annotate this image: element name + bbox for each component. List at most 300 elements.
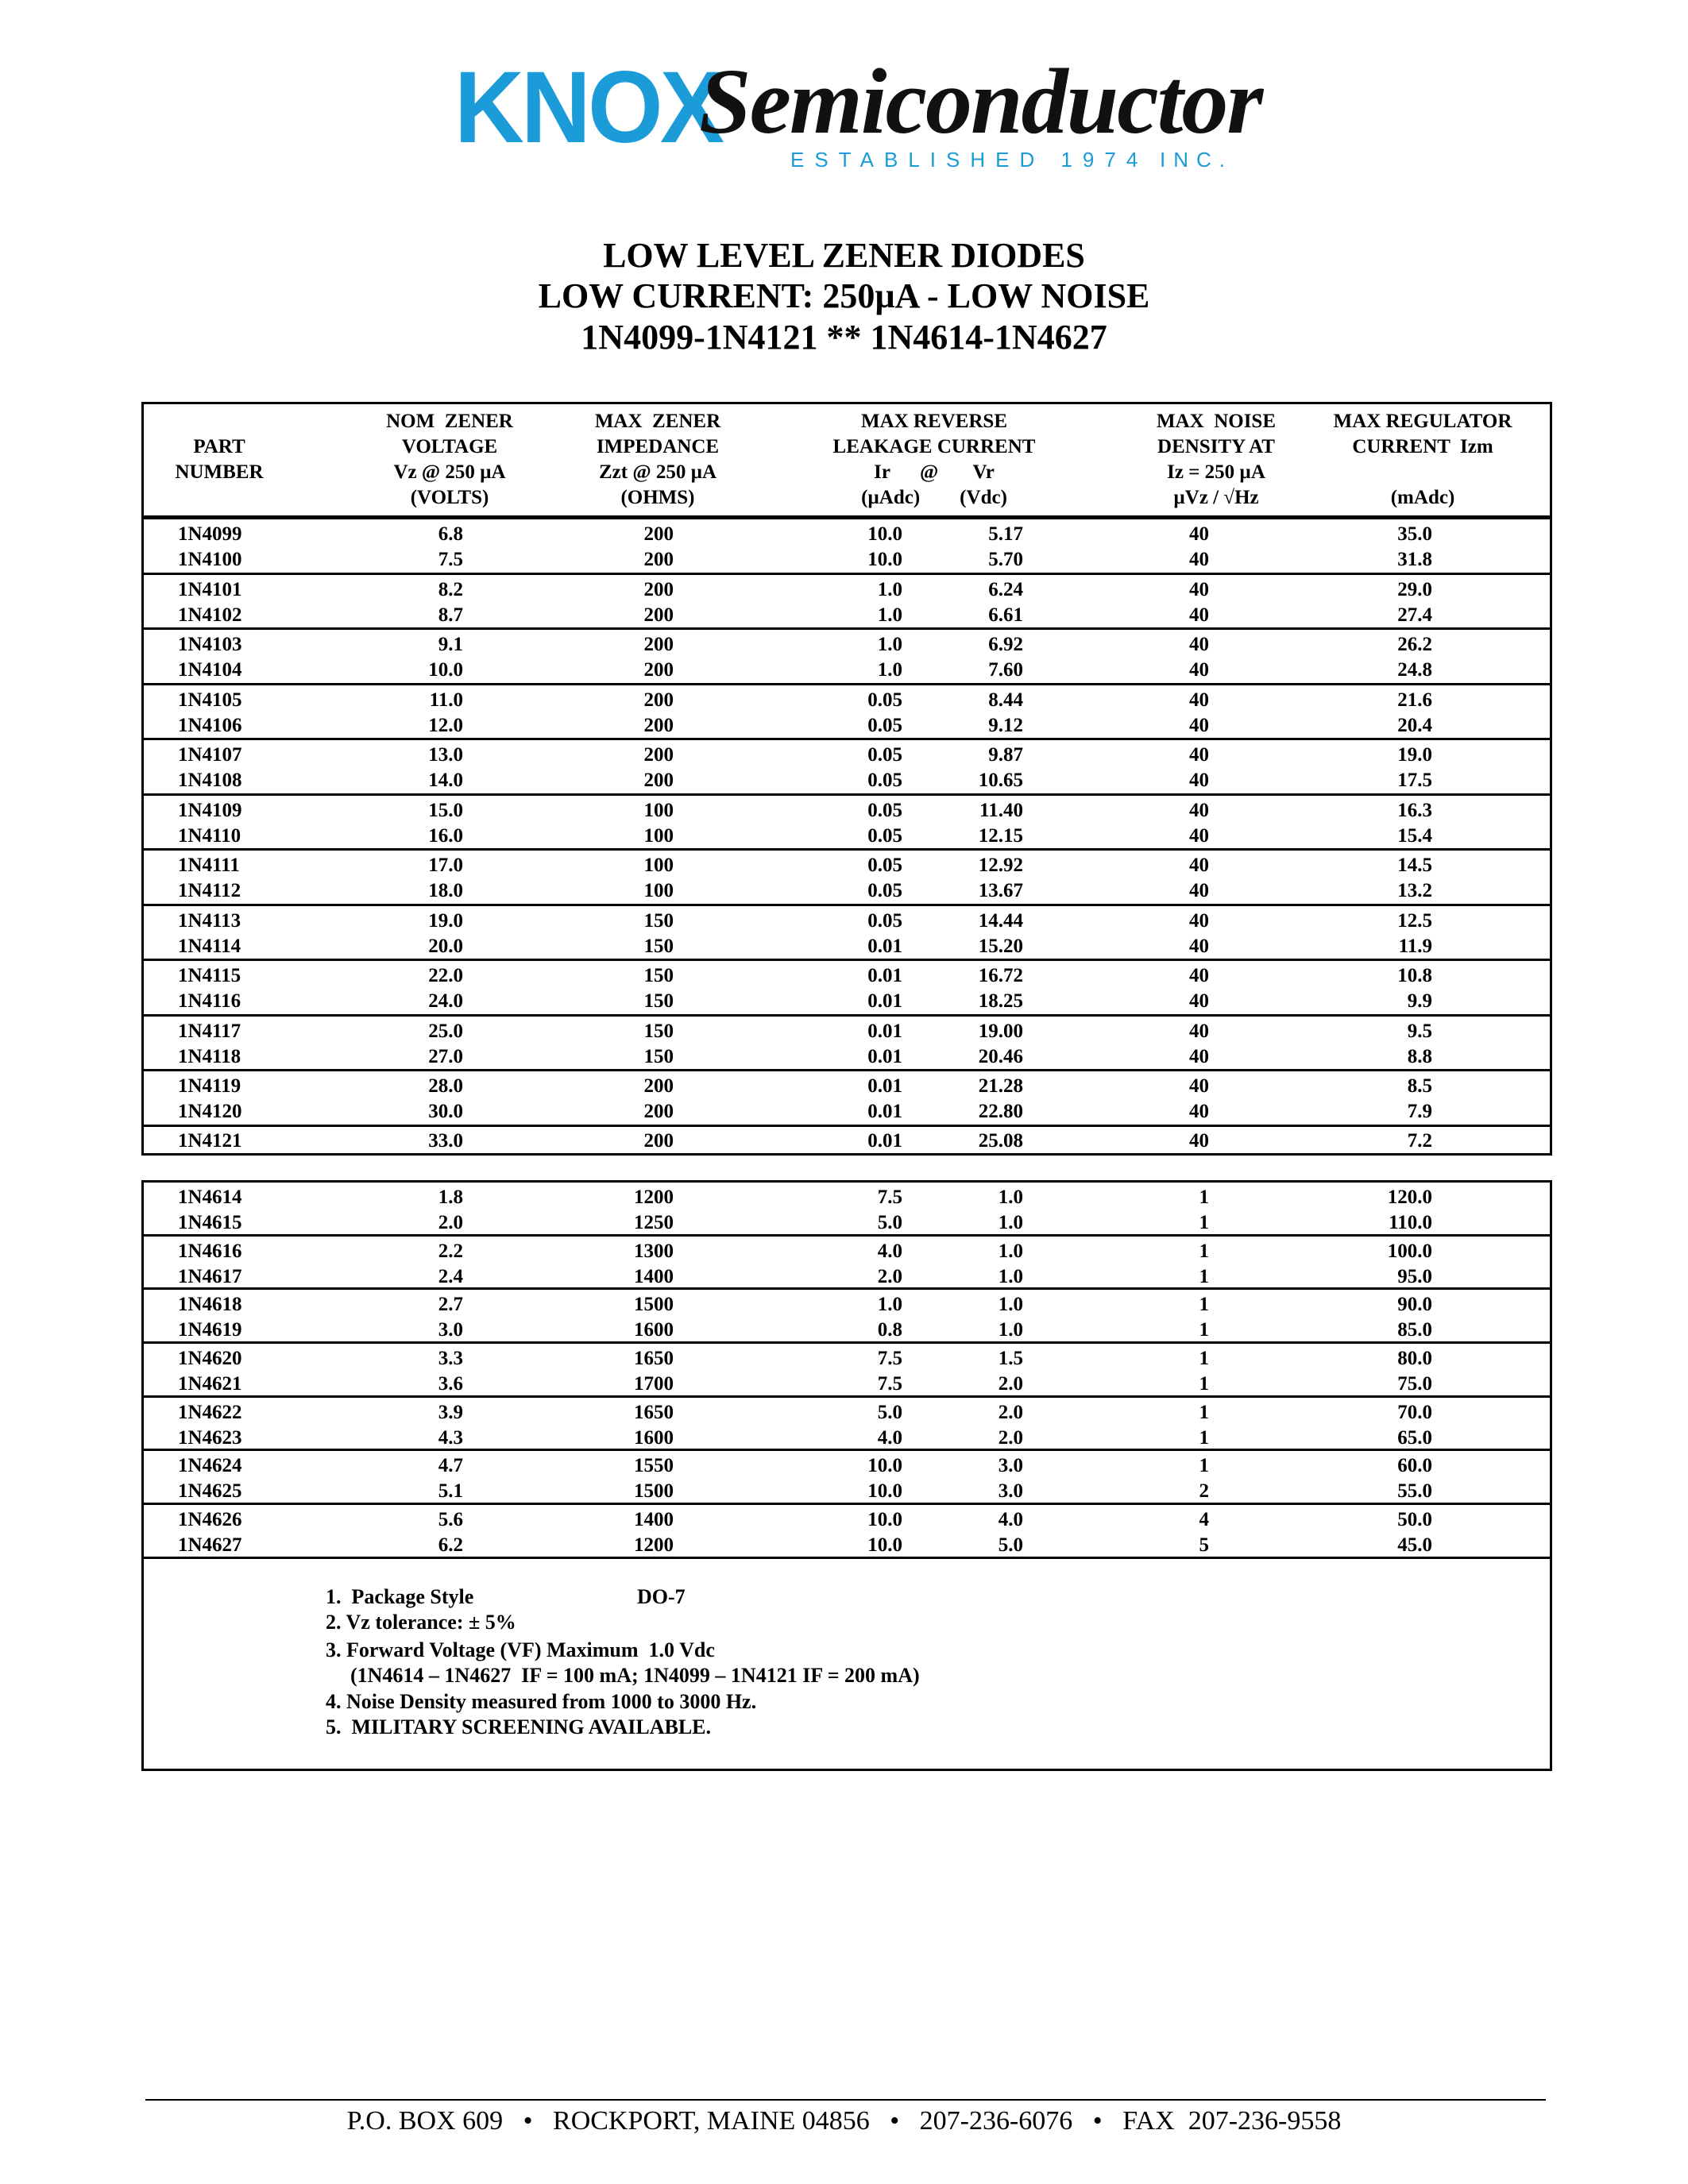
cell-regulator-current: 45.0	[1397, 1534, 1432, 1557]
note-4: 4. Noise Density measured from 1000 to 3000 Hz.	[326, 1690, 757, 1713]
cell-regulator-current: 17.5	[1397, 770, 1432, 791]
cell-reverse-voltage: 2.0	[998, 1401, 1023, 1423]
cell-zener-voltage: 25.0	[428, 1020, 463, 1042]
cell-zener-voltage: 2.2	[438, 1240, 463, 1262]
cell-reverse-voltage: 18.25	[978, 990, 1023, 1012]
cell-leakage-current: 10.0	[867, 523, 902, 545]
cell-reverse-voltage: 13.67	[978, 880, 1023, 901]
footer-divider	[145, 2099, 1546, 2101]
table-row	[144, 577, 1550, 603]
cell-part-number: 1N4113	[178, 909, 241, 932]
note-3: 3. Forward Voltage (VF) Maximum 1.0 Vdc	[326, 1638, 715, 1661]
row-group	[144, 575, 1550, 631]
table-row	[144, 713, 1550, 739]
table-row	[144, 1019, 1550, 1044]
cell-noise-density: 40	[1189, 549, 1209, 570]
cell-zener-voltage: 1.8	[438, 1187, 463, 1208]
cell-part-number: 1N4114	[178, 935, 241, 957]
cell-noise-density: 40	[1189, 659, 1209, 681]
cell-regulator-current: 100.0	[1387, 1240, 1432, 1262]
cell-regulator-current: 13.2	[1397, 880, 1432, 901]
cell-reverse-voltage: 8.44	[988, 689, 1023, 711]
table-row	[144, 1044, 1550, 1070]
cell-zener-impedance: 1200	[634, 1187, 674, 1208]
cell-leakage-current: 0.05	[867, 744, 902, 766]
cell-zener-voltage: 4.3	[438, 1426, 463, 1449]
cell-noise-density: 40	[1189, 744, 1209, 766]
cell-leakage-current: 4.0	[877, 1426, 902, 1449]
cell-zener-voltage: 19.0	[428, 909, 463, 932]
table-row	[144, 963, 1550, 989]
cell-part-number: 1N4100	[178, 549, 242, 570]
cell-noise-density: 40	[1189, 1075, 1209, 1097]
cell-noise-density: 40	[1189, 714, 1209, 736]
cell-zener-impedance: 200	[643, 770, 674, 791]
cell-reverse-voltage: 2.0	[998, 1426, 1023, 1449]
table-row	[144, 1239, 1550, 1264]
cell-part-number: 1N4621	[178, 1373, 242, 1395]
cell-regulator-current: 20.4	[1397, 714, 1432, 736]
table-row	[144, 1372, 1550, 1397]
cell-reverse-voltage: 7.60	[988, 659, 1023, 681]
zener-table-1n4099	[141, 519, 1552, 1156]
cell-zener-voltage: 8.7	[438, 604, 463, 626]
cell-reverse-voltage: 6.61	[988, 604, 1023, 626]
cell-regulator-current: 55.0	[1397, 1480, 1432, 1503]
notes-section	[141, 1557, 1552, 1771]
cell-zener-voltage: 2.0	[438, 1212, 463, 1233]
row-group	[144, 851, 1550, 906]
cell-part-number: 1N4623	[178, 1426, 242, 1449]
cell-leakage-current: 1.0	[877, 1294, 902, 1316]
cell-part-number: 1N4616	[178, 1240, 242, 1262]
table-row	[144, 658, 1550, 683]
cell-zener-impedance: 150	[643, 909, 674, 932]
cell-regulator-current: 9.5	[1407, 1020, 1432, 1042]
cell-zener-impedance: 200	[643, 1101, 674, 1122]
cell-reverse-voltage: 6.24	[988, 578, 1023, 600]
cell-leakage-current: 1.0	[877, 659, 902, 681]
cell-zener-impedance: 1250	[634, 1212, 674, 1233]
cell-zener-impedance: 1650	[634, 1348, 674, 1370]
cell-leakage-current: 10.0	[867, 1480, 902, 1503]
cell-zener-voltage: 12.0	[428, 714, 463, 736]
cell-regulator-current: 26.2	[1397, 634, 1432, 655]
table-row	[144, 1479, 1550, 1504]
cell-reverse-voltage: 3.0	[998, 1455, 1023, 1477]
cell-zener-voltage: 8.2	[438, 578, 463, 600]
cell-regulator-current: 24.8	[1397, 659, 1432, 681]
row-group	[144, 1017, 1550, 1072]
cell-reverse-voltage: 12.92	[978, 855, 1023, 876]
header-regulator-current: MAX REGULATOR CURRENT Izm (mAdc)	[1333, 411, 1512, 508]
zener-table-1n4614	[141, 1180, 1552, 1559]
table-row	[144, 1099, 1550, 1125]
row-group	[144, 685, 1550, 741]
table-row	[144, 989, 1550, 1014]
cell-part-number: 1N4615	[178, 1212, 242, 1233]
row-group	[144, 961, 1550, 1017]
cell-leakage-current: 0.05	[867, 824, 902, 847]
cell-noise-density: 1	[1199, 1187, 1209, 1208]
cell-reverse-voltage: 16.72	[978, 965, 1023, 986]
table-row	[144, 878, 1550, 904]
cell-noise-density: 40	[1189, 824, 1209, 847]
row-group	[144, 630, 1550, 685]
cell-regulator-current: 80.0	[1397, 1348, 1432, 1370]
cell-zener-voltage: 3.6	[438, 1373, 463, 1395]
cell-zener-voltage: 10.0	[428, 659, 463, 681]
table-row	[144, 798, 1550, 824]
cell-noise-density: 2	[1199, 1480, 1209, 1503]
cell-zener-impedance: 150	[643, 965, 674, 986]
cell-noise-density: 40	[1189, 855, 1209, 876]
cell-noise-density: 40	[1189, 1101, 1209, 1122]
table-row	[144, 768, 1550, 793]
table-row	[144, 1318, 1550, 1343]
logo-established: ESTABLISHED 1974	[790, 148, 1149, 172]
row-group	[144, 1127, 1550, 1156]
cell-part-number: 1N4101	[178, 578, 242, 600]
table-header	[141, 402, 1552, 519]
cell-part-number: 1N4627	[178, 1534, 242, 1557]
cell-part-number: 1N4115	[178, 965, 241, 986]
cell-leakage-current: 7.5	[877, 1373, 902, 1395]
cell-noise-density: 40	[1189, 990, 1209, 1012]
cell-zener-impedance: 1300	[634, 1240, 674, 1262]
cell-zener-voltage: 2.4	[438, 1265, 463, 1287]
cell-zener-voltage: 20.0	[428, 935, 463, 957]
cell-regulator-current: 85.0	[1397, 1319, 1432, 1341]
cell-zener-impedance: 1500	[634, 1480, 674, 1503]
row-group	[144, 796, 1550, 851]
cell-zener-voltage: 3.9	[438, 1401, 463, 1423]
cell-leakage-current: 0.05	[867, 855, 902, 876]
cell-zener-impedance: 150	[643, 935, 674, 957]
cell-part-number: 1N4099	[178, 523, 242, 545]
cell-zener-impedance: 1400	[634, 1509, 674, 1531]
cell-leakage-current: 10.0	[867, 1534, 902, 1557]
cell-part-number: 1N4620	[178, 1348, 242, 1370]
cell-leakage-current: 1.0	[877, 634, 902, 655]
cell-noise-density: 1	[1199, 1401, 1209, 1423]
cell-zener-voltage: 28.0	[428, 1075, 463, 1097]
cell-reverse-voltage: 19.00	[978, 1020, 1023, 1042]
cell-zener-impedance: 1200	[634, 1534, 674, 1557]
footer-address: P.O. BOX 609 • ROCKPORT, MAINE 04856 • 207-236-6076 • FAX 207-236-9558	[346, 2106, 1342, 2136]
cell-noise-density: 40	[1189, 965, 1209, 986]
cell-leakage-current: 5.0	[877, 1401, 902, 1423]
row-group	[144, 1398, 1550, 1452]
cell-leakage-current: 0.05	[867, 714, 902, 736]
cell-zener-impedance: 1550	[634, 1455, 674, 1477]
cell-leakage-current: 1.0	[877, 604, 902, 626]
cell-zener-impedance: 200	[643, 549, 674, 570]
cell-leakage-current: 0.01	[867, 965, 902, 986]
cell-regulator-current: 14.5	[1397, 855, 1432, 876]
table-row	[144, 909, 1550, 934]
table-row	[144, 1185, 1550, 1210]
cell-regulator-current: 90.0	[1397, 1294, 1432, 1316]
cell-noise-density: 40	[1189, 880, 1209, 901]
cell-part-number: 1N4110	[178, 824, 241, 847]
logo-inc: INC.	[1160, 148, 1233, 172]
table-row	[144, 934, 1550, 959]
row-group	[144, 1237, 1550, 1291]
cell-part-number: 1N4107	[178, 744, 242, 766]
cell-regulator-current: 8.8	[1407, 1045, 1432, 1067]
cell-regulator-current: 11.9	[1398, 935, 1432, 957]
table-row	[144, 853, 1550, 878]
cell-zener-impedance: 200	[643, 1075, 674, 1097]
cell-part-number: 1N4619	[178, 1319, 242, 1341]
cell-zener-voltage: 4.7	[438, 1455, 463, 1477]
cell-part-number: 1N4624	[178, 1455, 242, 1477]
table-row	[144, 743, 1550, 768]
page-title: LOW LEVEL ZENER DIODES	[603, 236, 1085, 275]
cell-zener-voltage: 18.0	[428, 880, 463, 901]
row-group	[144, 740, 1550, 796]
cell-part-number: 1N4118	[178, 1045, 241, 1067]
cell-noise-density: 40	[1189, 604, 1209, 626]
cell-zener-voltage: 9.1	[438, 634, 463, 655]
cell-reverse-voltage: 2.0	[998, 1373, 1023, 1395]
cell-regulator-current: 31.8	[1397, 549, 1432, 570]
cell-leakage-current: 0.05	[867, 689, 902, 711]
cell-noise-density: 1	[1199, 1319, 1209, 1341]
cell-zener-impedance: 100	[643, 855, 674, 876]
cell-regulator-current: 75.0	[1397, 1373, 1432, 1395]
cell-leakage-current: 0.8	[877, 1319, 902, 1341]
cell-noise-density: 1	[1199, 1348, 1209, 1370]
cell-noise-density: 1	[1199, 1294, 1209, 1316]
cell-regulator-current: 12.5	[1397, 909, 1432, 932]
cell-zener-impedance: 1700	[634, 1373, 674, 1395]
cell-regulator-current: 65.0	[1397, 1426, 1432, 1449]
table-row	[144, 1346, 1550, 1372]
logo-script: Semiconductor	[699, 49, 1262, 153]
row-group	[144, 906, 1550, 962]
cell-leakage-current: 0.01	[867, 1129, 902, 1152]
cell-noise-density: 1	[1199, 1455, 1209, 1477]
cell-reverse-voltage: 3.0	[998, 1480, 1023, 1503]
cell-regulator-current: 70.0	[1397, 1401, 1432, 1423]
cell-zener-voltage: 3.0	[438, 1319, 463, 1341]
cell-leakage-current: 0.01	[867, 990, 902, 1012]
table-row	[144, 1426, 1550, 1451]
cell-zener-voltage: 2.7	[438, 1294, 463, 1316]
cell-regulator-current: 8.5	[1407, 1075, 1432, 1097]
cell-noise-density: 1	[1199, 1240, 1209, 1262]
cell-regulator-current: 7.9	[1407, 1101, 1432, 1122]
cell-reverse-voltage: 22.80	[978, 1101, 1023, 1122]
cell-zener-impedance: 200	[643, 659, 674, 681]
cell-leakage-current: 1.0	[877, 578, 902, 600]
cell-regulator-current: 60.0	[1397, 1455, 1432, 1477]
table-row	[144, 632, 1550, 658]
cell-part-number: 1N4119	[178, 1075, 241, 1097]
row-group	[144, 1071, 1550, 1127]
cell-noise-density: 40	[1189, 909, 1209, 932]
cell-zener-impedance: 150	[643, 990, 674, 1012]
cell-part-number: 1N4104	[178, 659, 242, 681]
table-row	[144, 603, 1550, 628]
cell-zener-voltage: 22.0	[428, 965, 463, 986]
cell-zener-voltage: 5.6	[438, 1509, 463, 1531]
cell-leakage-current: 0.05	[867, 799, 902, 821]
cell-zener-impedance: 150	[643, 1020, 674, 1042]
cell-zener-voltage: 17.0	[428, 855, 463, 876]
cell-part-number: 1N4102	[178, 604, 242, 626]
cell-zener-impedance: 150	[643, 1045, 674, 1067]
table-row	[144, 1210, 1550, 1236]
table-row	[144, 1074, 1550, 1099]
cell-reverse-voltage: 15.20	[978, 935, 1023, 957]
cell-leakage-current: 0.01	[867, 1045, 902, 1067]
page-subtitle: LOW CURRENT: 250µA - LOW NOISE	[538, 276, 1150, 315]
cell-zener-voltage: 5.1	[438, 1480, 463, 1503]
cell-reverse-voltage: 5.70	[988, 549, 1023, 570]
cell-reverse-voltage: 6.92	[988, 634, 1023, 655]
table-row	[144, 1292, 1550, 1318]
cell-leakage-current: 10.0	[867, 549, 902, 570]
cell-zener-impedance: 1500	[634, 1294, 674, 1316]
cell-reverse-voltage: 5.0	[998, 1534, 1023, 1557]
cell-zener-voltage: 27.0	[428, 1045, 463, 1067]
cell-zener-impedance: 100	[643, 880, 674, 901]
cell-reverse-voltage: 20.46	[978, 1045, 1023, 1067]
cell-reverse-voltage: 1.0	[998, 1187, 1023, 1208]
cell-zener-voltage: 7.5	[438, 549, 463, 570]
cell-part-number: 1N4626	[178, 1509, 242, 1531]
header-leakage-current: MAX REVERSE LEAKAGE CURRENT Ir @ Vr (µAdc) (Vdc)	[832, 411, 1036, 508]
note-2: 2. Vz tolerance: ± 5%	[326, 1611, 516, 1634]
cell-regulator-current: 15.4	[1397, 824, 1432, 847]
cell-regulator-current: 27.4	[1397, 604, 1432, 626]
table-row	[144, 824, 1550, 849]
cell-reverse-voltage: 1.0	[998, 1240, 1023, 1262]
cell-zener-impedance: 200	[643, 604, 674, 626]
cell-part-number: 1N4120	[178, 1101, 242, 1122]
cell-part-number: 1N4106	[178, 714, 242, 736]
cell-leakage-current: 0.01	[867, 1101, 902, 1122]
cell-leakage-current: 5.0	[877, 1212, 902, 1233]
cell-noise-density: 40	[1189, 634, 1209, 655]
cell-zener-voltage: 14.0	[428, 770, 463, 791]
table-row	[144, 688, 1550, 713]
cell-zener-impedance: 200	[643, 1129, 674, 1152]
cell-part-number: 1N4116	[178, 990, 241, 1012]
cell-regulator-current: 16.3	[1397, 799, 1432, 821]
table-row	[144, 1400, 1550, 1426]
cell-leakage-current: 7.5	[877, 1348, 902, 1370]
cell-leakage-current: 2.0	[877, 1265, 902, 1287]
cell-regulator-current: 21.6	[1397, 689, 1432, 711]
cell-regulator-current: 9.9	[1407, 990, 1432, 1012]
cell-noise-density: 40	[1189, 1045, 1209, 1067]
cell-part-number: 1N4111	[178, 855, 240, 876]
cell-regulator-current: 110.0	[1389, 1212, 1432, 1233]
cell-regulator-current: 50.0	[1397, 1509, 1432, 1531]
row-group	[144, 1505, 1550, 1559]
cell-zener-impedance: 200	[643, 689, 674, 711]
cell-part-number: 1N4108	[178, 770, 242, 791]
cell-regulator-current: 10.8	[1397, 965, 1432, 986]
cell-leakage-current: 7.5	[877, 1187, 902, 1208]
cell-zener-voltage: 30.0	[428, 1101, 463, 1122]
cell-zener-voltage: 24.0	[428, 990, 463, 1012]
cell-regulator-current: 7.2	[1407, 1129, 1432, 1152]
cell-leakage-current: 0.05	[867, 909, 902, 932]
cell-zener-impedance: 200	[643, 578, 674, 600]
cell-reverse-voltage: 10.65	[978, 770, 1023, 791]
cell-reverse-voltage: 1.5	[998, 1348, 1023, 1370]
table-row	[144, 547, 1550, 573]
cell-noise-density: 40	[1189, 1020, 1209, 1042]
cell-reverse-voltage: 14.44	[978, 909, 1023, 932]
header-zener-voltage: NOM ZENER VOLTAGE Vz @ 250 µA (VOLTS)	[386, 411, 513, 508]
cell-reverse-voltage: 1.0	[998, 1212, 1023, 1233]
cell-noise-density: 40	[1189, 689, 1209, 711]
cell-zener-voltage: 16.0	[428, 824, 463, 847]
header-zener-impedance: MAX ZENER IMPEDANCE Zzt @ 250 µA (OHMS)	[594, 411, 721, 508]
cell-reverse-voltage: 1.0	[998, 1265, 1023, 1287]
cell-part-number: 1N4117	[178, 1020, 241, 1042]
cell-leakage-current: 0.01	[867, 1020, 902, 1042]
part-range: 1N4099-1N4121 ** 1N4614-1N4627	[581, 318, 1107, 357]
cell-reverse-voltage: 25.08	[978, 1129, 1023, 1152]
cell-regulator-current: 120.0	[1387, 1187, 1432, 1208]
cell-zener-impedance: 100	[643, 824, 674, 847]
cell-noise-density: 1	[1199, 1426, 1209, 1449]
cell-zener-voltage: 33.0	[428, 1129, 463, 1152]
cell-zener-impedance: 1600	[634, 1319, 674, 1341]
cell-noise-density: 40	[1189, 578, 1209, 600]
cell-part-number: 1N4618	[178, 1294, 242, 1316]
note-3-detail: (1N4614 – 1N4627 IF = 100 mA; 1N4099 – 1N4121 IF = 200 mA)	[350, 1664, 920, 1687]
cell-regulator-current: 95.0	[1397, 1265, 1432, 1287]
table-row	[144, 1507, 1550, 1533]
cell-leakage-current: 0.01	[867, 1075, 902, 1097]
cell-noise-density: 5	[1199, 1534, 1209, 1557]
note-1-value: DO-7	[637, 1585, 686, 1608]
row-group	[144, 1344, 1550, 1398]
table-row	[144, 1129, 1550, 1154]
cell-zener-impedance: 200	[643, 714, 674, 736]
table-row	[144, 1453, 1550, 1479]
row-group	[144, 1451, 1550, 1505]
row-group	[144, 1183, 1550, 1237]
cell-noise-density: 1	[1199, 1373, 1209, 1395]
cell-noise-density: 40	[1189, 935, 1209, 957]
table-row	[144, 1533, 1550, 1558]
cell-zener-voltage: 13.0	[428, 744, 463, 766]
cell-noise-density: 40	[1189, 523, 1209, 545]
cell-reverse-voltage: 5.17	[988, 523, 1023, 545]
cell-part-number: 1N4109	[178, 799, 242, 821]
cell-zener-impedance: 200	[643, 523, 674, 545]
note-5: 5. MILITARY SCREENING AVAILABLE.	[326, 1715, 712, 1738]
cell-part-number: 1N4103	[178, 634, 242, 655]
header-part-number: PART NUMBER	[175, 436, 264, 483]
table-row	[144, 1264, 1550, 1290]
cell-reverse-voltage: 1.0	[998, 1319, 1023, 1341]
cell-part-number: 1N4112	[178, 880, 241, 901]
row-group	[144, 1290, 1550, 1344]
cell-noise-density: 1	[1199, 1212, 1209, 1233]
cell-noise-density: 40	[1189, 1129, 1209, 1152]
cell-reverse-voltage: 9.87	[988, 744, 1023, 766]
